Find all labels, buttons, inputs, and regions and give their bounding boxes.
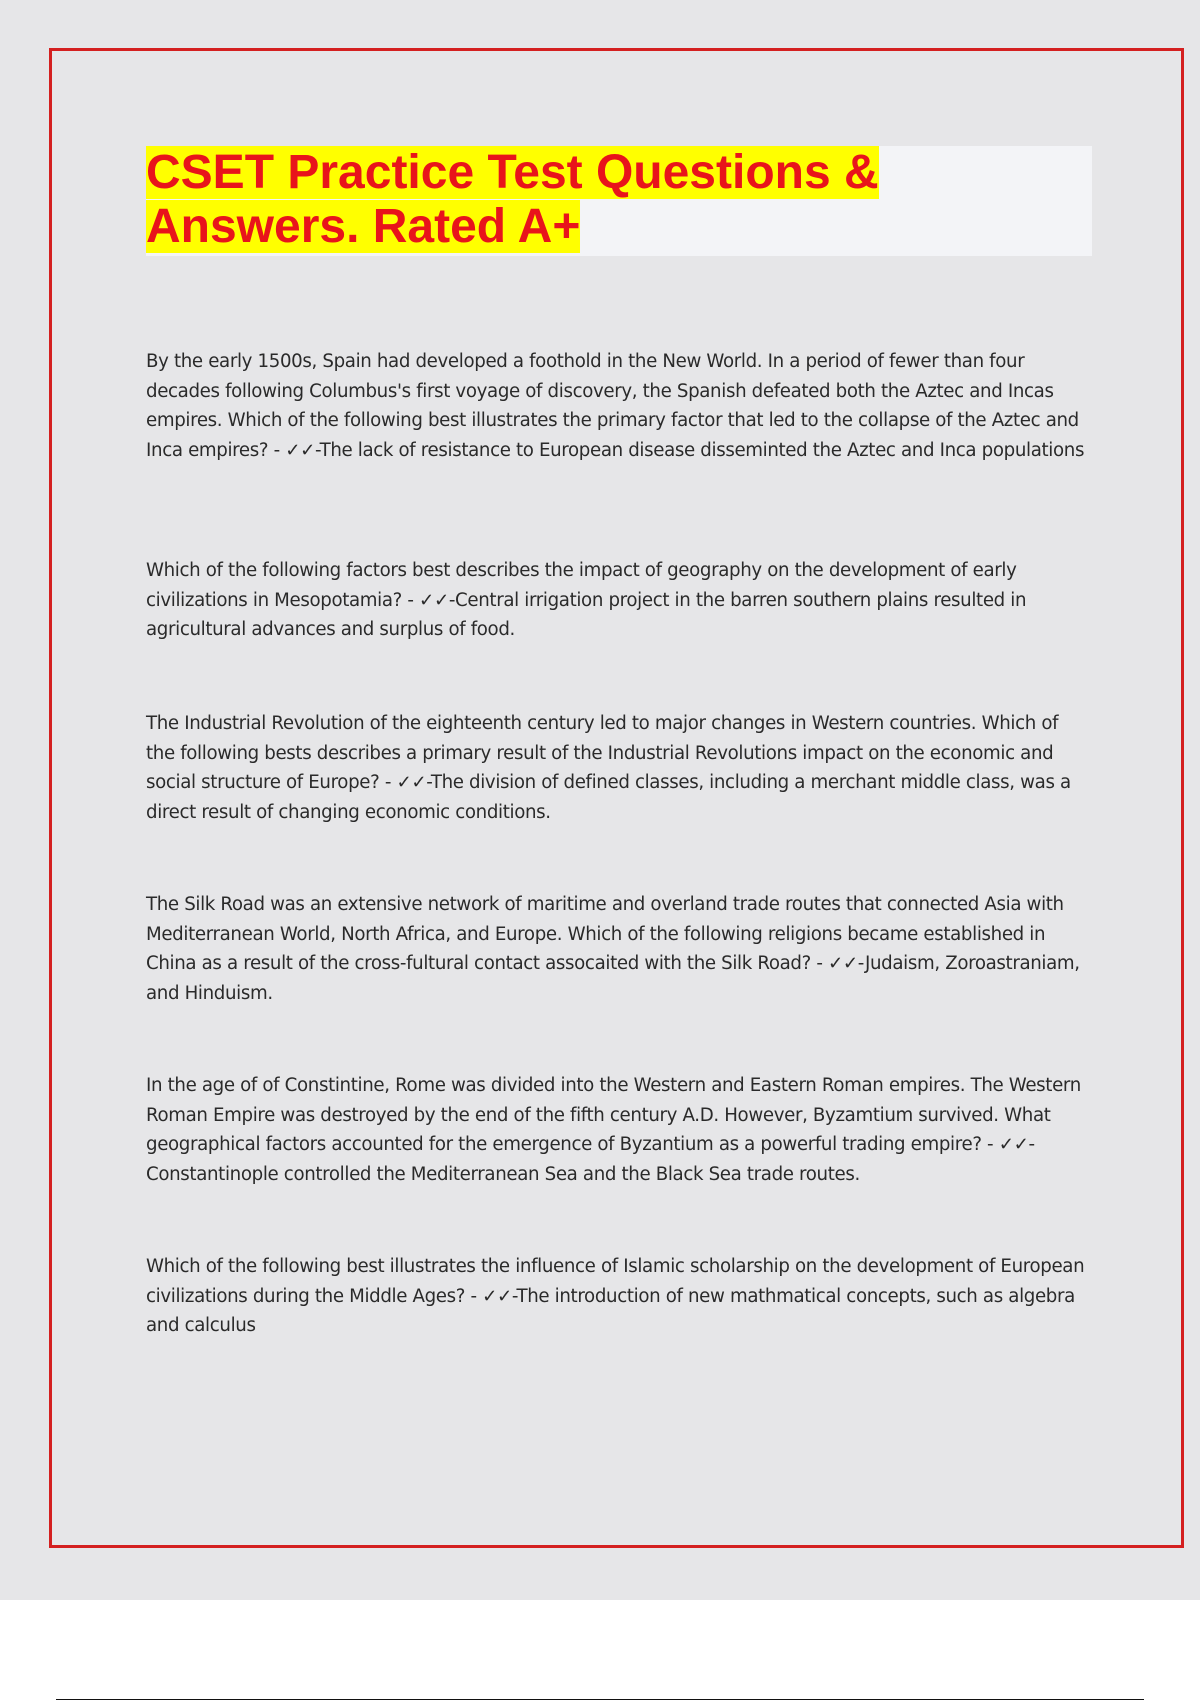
qa-item-6: Which of the following best illustrates the influence of Islamic scholarship on the development of European civilizations during the Middle Ages? - ✓✓-The introduction of new mathmatical concepts, such as algebra and calculus	[146, 1256, 1085, 1336]
title-line-1: CSET Practice Test Questions &	[146, 146, 879, 199]
title-line-2: Answers. Rated A+	[146, 200, 581, 253]
document-title	[146, 146, 906, 254]
qa-item-3: The Industrial Revolution of the eighteenth century led to major changes in Western countries. Which of the following bests describes a primary result of the Industrial Revolutions impact on the economic and social structure of Europe? - ✓✓-The division of defined classes, including a merchant middle class, was a direct result of changing economic conditions.	[146, 713, 1071, 823]
qa-item-5: In the age of of Constintine, Rome was divided into the Western and Eastern Roman empires. The Western Roman Empire was destroyed by the end of the fifth century A.D. However, Byzamtium survived. What geographical factors accounted for the emergence of Byzantium as a powerful trading empire? - ✓✓-Constantinople controlled the Mediterranean Sea and the Black Sea trade routes.	[146, 1075, 1081, 1185]
qa-item-4: The Silk Road was an extensive network of maritime and overland trade routes that connected Asia with Mediterranean World, North Africa, and Europe. Which of the following religions became established in China as a result of the cross-fultural contact assocaited with the Silk Road? - ✓✓-Judaism, Zoroastraniam, and Hinduism.	[146, 894, 1080, 1004]
qa-item-1: By the early 1500s, Spain had developed a foothold in the New World. In a period of fewer than four decades following Columbus's first voyage of discovery, the Spanish defeated both the Aztec and Incas empires. Which of the following best illustrates the primary factor that led to the collapse of the Aztec and Inca empires? - ✓✓-The lack of resistance to European disease disseminted the Aztec and Inca populations	[146, 351, 1085, 461]
qa-item-2: Which of the following factors best describes the impact of geography on the development of early civilizations in Mesopotamia? - ✓✓-Central irrigation project in the barren southern plains resulted in agricultural advances and surplus of food.	[146, 560, 1027, 640]
